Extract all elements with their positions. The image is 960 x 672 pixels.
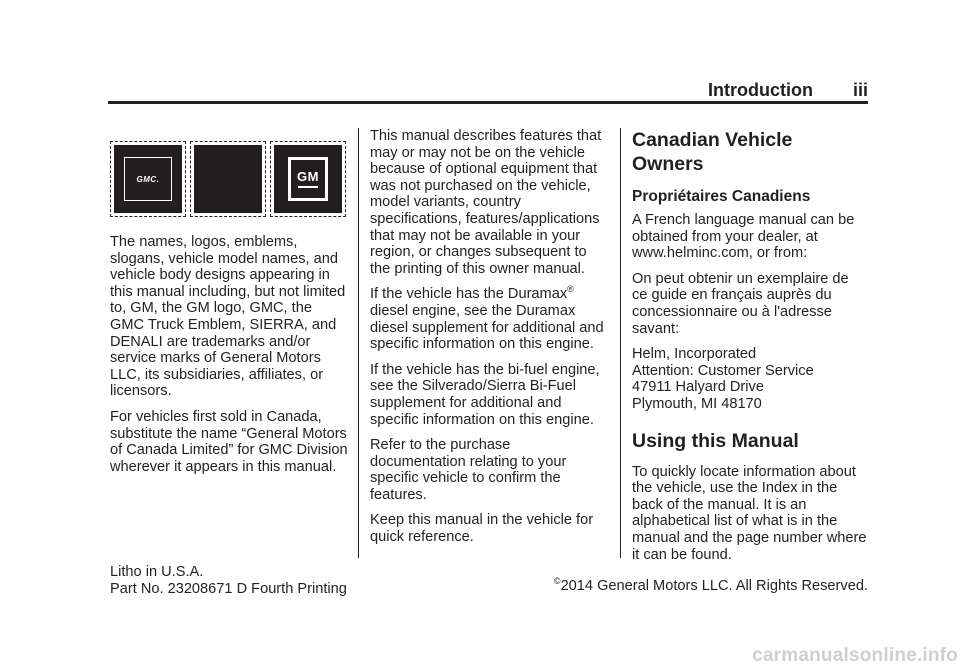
trademark-paragraph: The names, logos, emblems, slogans, vehicle model names, and vehicle body designs appearing in this manual including, but not limited to, GM, the GM logo, GMC, the GMC Truck Emblem, SIERRA, and DENALI are trademarks and/or service marks of General Motors LLC, its subsidiaries, affiliates, or licensors.: [110, 234, 346, 400]
french-paragraph: On peut obtenir un exemplaire de ce guide en français auprès du concessionnaire ou à l'adresse savant:: [632, 270, 849, 337]
gm-logo-text: GM: [297, 169, 319, 184]
column-canadian-owners: [632, 128, 868, 572]
index-paragraph: To quickly locate information about the vehicle, use the Index in the back of the manual. It is an alphabetical list of what is in the manual and the page number where it can be found.: [632, 463, 867, 563]
column-divider-2: [620, 128, 621, 558]
bifuel-paragraph: If the vehicle has the bi-fuel engine, see the Silverado/Sierra Bi-Fuel supplement for additional and specific information on this engine.: [370, 361, 600, 428]
page-number: iii: [852, 80, 868, 100]
french-manual-paragraph: A French language manual can be obtained from your dealer, at www.helminc.com, or from:: [632, 212, 855, 262]
keep-manual-paragraph: Keep this manual in the vehicle for quick reference.: [370, 512, 594, 546]
brand-logos: [110, 141, 346, 217]
copyright-text: 2014 General Motors LLC. All Rights Reserved.: [560, 578, 868, 594]
column-divider-1: [358, 128, 359, 558]
address-block: Helm, Incorporated Attention: Customer Service 47911 Halyard Drive Plymouth, MI 48170: [632, 346, 814, 412]
section-title: Introduction: [708, 80, 813, 100]
gm-logo-icon: [270, 141, 346, 217]
page-header: [108, 80, 868, 102]
heading-canadian-owners: Canadian Vehicle Owners: [632, 129, 793, 175]
gmc-logo-icon: [110, 141, 186, 217]
litho-text: Litho in U.S.A.: [110, 564, 204, 580]
column-manual-scope: [370, 128, 610, 555]
canada-name-paragraph: For vehicles first sold in Canada, substitute the name “General Motors of Canada Limited” for GMC Division wherever it appears in this manual.: [110, 408, 348, 475]
purchase-doc-paragraph: Refer to the purchase documentation relating to your specific vehicle to confirm the features.: [370, 437, 567, 503]
footer-copyright: [496, 578, 868, 595]
features-paragraph: This manual describes features that may or may not be on the vehicle because of optional equipment that was not purchased on the vehicle, model variants, country specifications, features/applications that may not be available in your region, or changes subsequent to the printing of this owner manual.: [370, 128, 602, 277]
footer-printing: [110, 564, 347, 597]
blank-emblem-icon: [190, 141, 266, 217]
part-number: Part No. 23208671 D Fourth Printing: [110, 580, 347, 597]
header-rule: [108, 101, 868, 104]
watermark: carmanualsonline.info: [752, 645, 958, 666]
heading-using-manual: Using this Manual: [632, 429, 799, 452]
gmc-logo-text: GMC.: [136, 174, 160, 184]
column-trademarks: [110, 234, 350, 484]
copyright-symbol: ©: [553, 576, 561, 587]
duramax-paragraph: If the vehicle has the Duramax® diesel engine, see the Duramax diesel supplement for additional and specific information on this engine.: [370, 284, 604, 353]
subheading-proprietaires: Propriétaires Canadiens: [632, 188, 811, 205]
